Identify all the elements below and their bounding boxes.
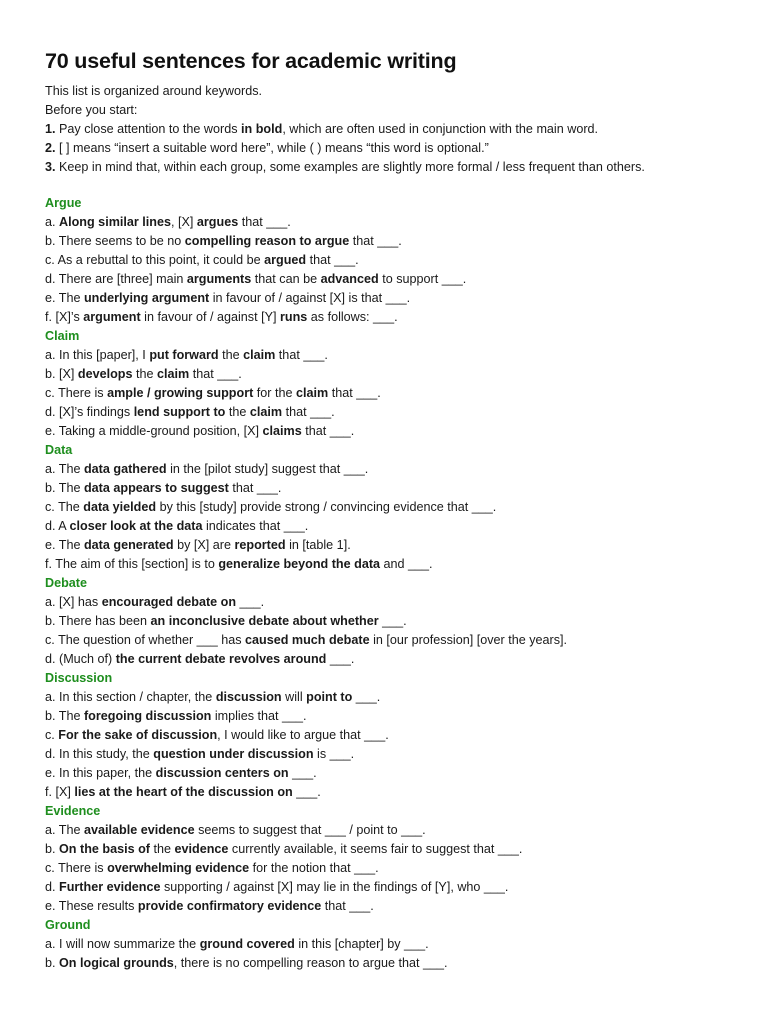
- text-segment: a. In this section / chapter, the: [45, 690, 216, 704]
- text-segment: a. The: [45, 462, 84, 476]
- bold-phrase: argues: [196, 215, 239, 229]
- bold-phrase: 3.: [45, 160, 56, 174]
- bold-phrase: data generated: [83, 538, 174, 552]
- text-segment: Keep in mind that, within each group, some examples are slightly more formal / less frequent than others.: [55, 160, 645, 174]
- text-segment: , [X]: [171, 215, 197, 229]
- sentence-item: [45, 707, 738, 726]
- sentence-item: [45, 213, 738, 232]
- text-segment: [ ] means “insert a suitable word here”, while ( ) means “this word is optional.”: [55, 141, 489, 155]
- intro-line: [45, 158, 738, 177]
- section-heading-debate: Debate: [45, 576, 87, 590]
- text-segment: a. [X] has: [45, 595, 102, 609]
- sentence-item: [45, 859, 738, 878]
- bold-phrase: caused much debate: [245, 633, 370, 647]
- intro-line: [45, 82, 738, 101]
- sentence-item: [45, 688, 738, 707]
- bold-phrase: data appears to suggest: [83, 481, 229, 495]
- text-segment: b. There has been: [45, 614, 151, 628]
- text-segment: that ___.: [328, 386, 381, 400]
- sentence-item: [45, 251, 738, 270]
- bold-phrase: runs: [279, 310, 308, 324]
- text-segment: d. There are [three] main: [45, 272, 187, 286]
- sentence-item: [45, 555, 738, 574]
- sentence-item: [45, 878, 738, 897]
- bold-phrase: claim: [249, 405, 283, 419]
- text-segment: Pay close attention to the words: [55, 122, 242, 136]
- section-heading-ground: Ground: [45, 918, 91, 932]
- text-segment: that can be: [251, 272, 321, 286]
- text-segment: f. [X]’s: [45, 310, 84, 324]
- sentence-item: [45, 403, 738, 422]
- bold-phrase: in bold: [241, 122, 283, 136]
- sentence-item: [45, 593, 738, 612]
- text-segment: in the [pilot study] suggest that ___.: [166, 462, 369, 476]
- text-segment: c. There is: [45, 861, 108, 875]
- text-segment: a. The: [45, 823, 84, 837]
- text-segment: that ___.: [228, 481, 282, 495]
- text-segment: by [X] are: [173, 538, 235, 552]
- sentence-item: [45, 726, 738, 745]
- text-segment: the: [132, 367, 158, 381]
- sentence-item: [45, 840, 738, 859]
- text-segment: , which are often used in conjunction with the main word.: [282, 122, 599, 136]
- text-segment: a. I will now summarize the: [45, 937, 200, 951]
- intro-spacer: [45, 177, 738, 194]
- text-segment: that ___.: [301, 424, 355, 438]
- text-segment: ___.: [236, 595, 265, 609]
- text-segment: c. There is: [45, 386, 108, 400]
- section-heading-evidence: Evidence: [45, 804, 101, 818]
- sentence-item: [45, 422, 738, 441]
- text-segment: indicates that ___.: [202, 519, 309, 533]
- text-segment: , there is no compelling reason to argue that ___.: [173, 956, 448, 970]
- text-segment: a. In this [paper], I: [45, 348, 150, 362]
- text-segment: for the: [253, 386, 296, 400]
- bold-phrase: reported: [234, 538, 286, 552]
- text-segment: , I would like to argue that ___.: [217, 728, 389, 742]
- sentence-item: [45, 631, 738, 650]
- bold-phrase: overwhelming evidence: [107, 861, 250, 875]
- text-segment: supporting / against [X] may lie in the findings of [Y], who ___.: [160, 880, 509, 894]
- text-segment: d.: [45, 880, 60, 894]
- bold-phrase: Along similar lines: [59, 215, 171, 229]
- text-segment: b.: [45, 842, 60, 856]
- bold-phrase: advanced: [320, 272, 379, 286]
- text-segment: e. The: [45, 291, 84, 305]
- bold-phrase: the current debate revolves around: [115, 652, 327, 666]
- sentence-item: [45, 346, 738, 365]
- text-segment: to support ___.: [378, 272, 467, 286]
- sentence-item: [45, 365, 738, 384]
- bold-phrase: data gathered: [83, 462, 167, 476]
- text-segment: for the notion that ___.: [249, 861, 379, 875]
- section-heading-argue: Argue: [45, 196, 82, 210]
- bold-phrase: ample / growing support: [107, 386, 254, 400]
- text-segment: ___.: [378, 614, 407, 628]
- bold-phrase: lies at the heart of the discussion on: [74, 785, 293, 799]
- text-segment: in this [chapter] by ___.: [294, 937, 429, 951]
- text-segment: d. In this study, the: [45, 747, 154, 761]
- text-segment: b. The: [45, 481, 84, 495]
- bold-phrase: argued: [264, 253, 307, 267]
- sentence-item: [45, 479, 738, 498]
- bold-phrase: provide confirmatory evidence: [137, 899, 322, 913]
- bold-phrase: lend support to: [133, 405, 226, 419]
- text-segment: d. [X]’s findings: [45, 405, 134, 419]
- sentence-item: [45, 460, 738, 479]
- sentence-item: [45, 897, 738, 916]
- bold-phrase: claim: [243, 348, 276, 362]
- text-segment: in favour of / against [Y]: [140, 310, 280, 324]
- bold-phrase: generalize beyond the data: [218, 557, 381, 571]
- bold-phrase: question under discussion: [153, 747, 314, 761]
- text-segment: seems to suggest that ___ / point to ___.: [194, 823, 426, 837]
- text-segment: that ___.: [282, 405, 335, 419]
- intro-line: [45, 101, 738, 120]
- bold-phrase: On the basis of: [59, 842, 150, 856]
- text-segment: that ___.: [306, 253, 359, 267]
- text-segment: c. The question of whether ___ has: [45, 633, 245, 647]
- bold-phrase: closer look at the data: [69, 519, 203, 533]
- bold-phrase: data yielded: [83, 500, 157, 514]
- sentence-item: [45, 745, 738, 764]
- bold-phrase: encouraged debate on: [101, 595, 237, 609]
- bold-phrase: ground covered: [199, 937, 295, 951]
- text-segment: ___.: [326, 652, 355, 666]
- bold-phrase: an inconclusive debate about whether: [150, 614, 379, 628]
- text-segment: the: [218, 348, 244, 362]
- text-segment: implies that ___.: [211, 709, 307, 723]
- bold-phrase: foregoing discussion: [83, 709, 212, 723]
- text-segment: will: [281, 690, 307, 704]
- section-heading-data: Data: [45, 443, 73, 457]
- bold-phrase: evidence: [174, 842, 229, 856]
- text-segment: in [our profession] [over the years].: [369, 633, 567, 647]
- text-segment: and ___.: [380, 557, 433, 571]
- text-segment: a.: [45, 215, 60, 229]
- bold-phrase: available evidence: [83, 823, 195, 837]
- sentence-item: [45, 764, 738, 783]
- text-segment: c. The: [45, 500, 84, 514]
- text-segment: that ___.: [189, 367, 242, 381]
- text-segment: the: [225, 405, 250, 419]
- text-segment: b.: [45, 956, 60, 970]
- bold-phrase: discussion centers on: [155, 766, 289, 780]
- text-segment: e. In this paper, the: [45, 766, 156, 780]
- text-segment: that ___.: [321, 899, 374, 913]
- document-title: 70 useful sentences for academic writing: [45, 49, 457, 73]
- bold-phrase: develops: [77, 367, 133, 381]
- text-segment: is ___.: [313, 747, 355, 761]
- text-segment: b. The: [45, 709, 84, 723]
- text-segment: that ___.: [275, 348, 328, 362]
- sentence-item: [45, 821, 738, 840]
- bold-phrase: put forward: [149, 348, 219, 362]
- text-segment: that ___.: [349, 234, 402, 248]
- sentence-item: [45, 270, 738, 289]
- sentence-item: [45, 232, 738, 251]
- sentence-item: [45, 650, 738, 669]
- intro-line: [45, 120, 738, 139]
- text-segment: that ___.: [238, 215, 291, 229]
- intro-block: [45, 82, 738, 177]
- sentence-item: [45, 935, 738, 954]
- text-segment: ___.: [288, 766, 317, 780]
- bold-phrase: claim: [296, 386, 329, 400]
- text-segment: in favour of / against [X] is that ___.: [209, 291, 411, 305]
- text-segment: ___.: [292, 785, 321, 799]
- text-segment: This list is organized around keywords.: [45, 84, 262, 98]
- bold-phrase: point to: [306, 690, 353, 704]
- text-segment: Before you start:: [45, 103, 138, 117]
- text-segment: c. As a rebuttal to this point, it could be: [45, 253, 265, 267]
- text-segment: e. The: [45, 538, 84, 552]
- bold-phrase: On logical grounds: [59, 956, 174, 970]
- bold-phrase: argument: [83, 310, 141, 324]
- text-segment: by this [study] provide strong / convincing evidence that ___.: [156, 500, 497, 514]
- bold-phrase: 1.: [45, 122, 56, 136]
- sentence-item: [45, 612, 738, 631]
- section-heading-discussion: Discussion: [45, 671, 113, 685]
- bold-phrase: claim: [157, 367, 190, 381]
- sentence-item: [45, 384, 738, 403]
- text-segment: b. There seems to be no: [45, 234, 185, 248]
- text-segment: e. Taking a middle-ground position, [X]: [45, 424, 263, 438]
- section-heading-claim: Claim: [45, 329, 80, 343]
- bold-phrase: Further evidence: [59, 880, 161, 894]
- text-segment: b. [X]: [45, 367, 78, 381]
- text-segment: d. (Much of): [45, 652, 116, 666]
- text-segment: currently available, it seems fair to suggest that ___.: [228, 842, 523, 856]
- text-segment: f. The aim of this [section] is to: [45, 557, 219, 571]
- bold-phrase: For the sake of discussion: [58, 728, 218, 742]
- bold-phrase: compelling reason to argue: [184, 234, 350, 248]
- text-segment: as follows: ___.: [307, 310, 398, 324]
- bold-phrase: arguments: [186, 272, 252, 286]
- text-segment: ___.: [352, 690, 381, 704]
- bold-phrase: underlying argument: [83, 291, 210, 305]
- sentence-item: [45, 783, 738, 802]
- text-segment: d. A: [45, 519, 70, 533]
- sentence-item: [45, 498, 738, 517]
- sentence-item: [45, 289, 738, 308]
- bold-phrase: claims: [262, 424, 302, 438]
- text-segment: the: [149, 842, 175, 856]
- text-segment: f. [X]: [45, 785, 75, 799]
- bold-phrase: discussion: [215, 690, 282, 704]
- text-segment: in [table 1].: [285, 538, 351, 552]
- sentence-item: [45, 517, 738, 536]
- sentence-item: [45, 308, 738, 327]
- text-segment: c.: [45, 728, 59, 742]
- bold-phrase: 2.: [45, 141, 56, 155]
- intro-line: [45, 139, 738, 158]
- text-segment: e. These results: [45, 899, 138, 913]
- sentence-item: [45, 536, 738, 555]
- sections-block: [45, 194, 738, 973]
- sentence-item: [45, 954, 738, 973]
